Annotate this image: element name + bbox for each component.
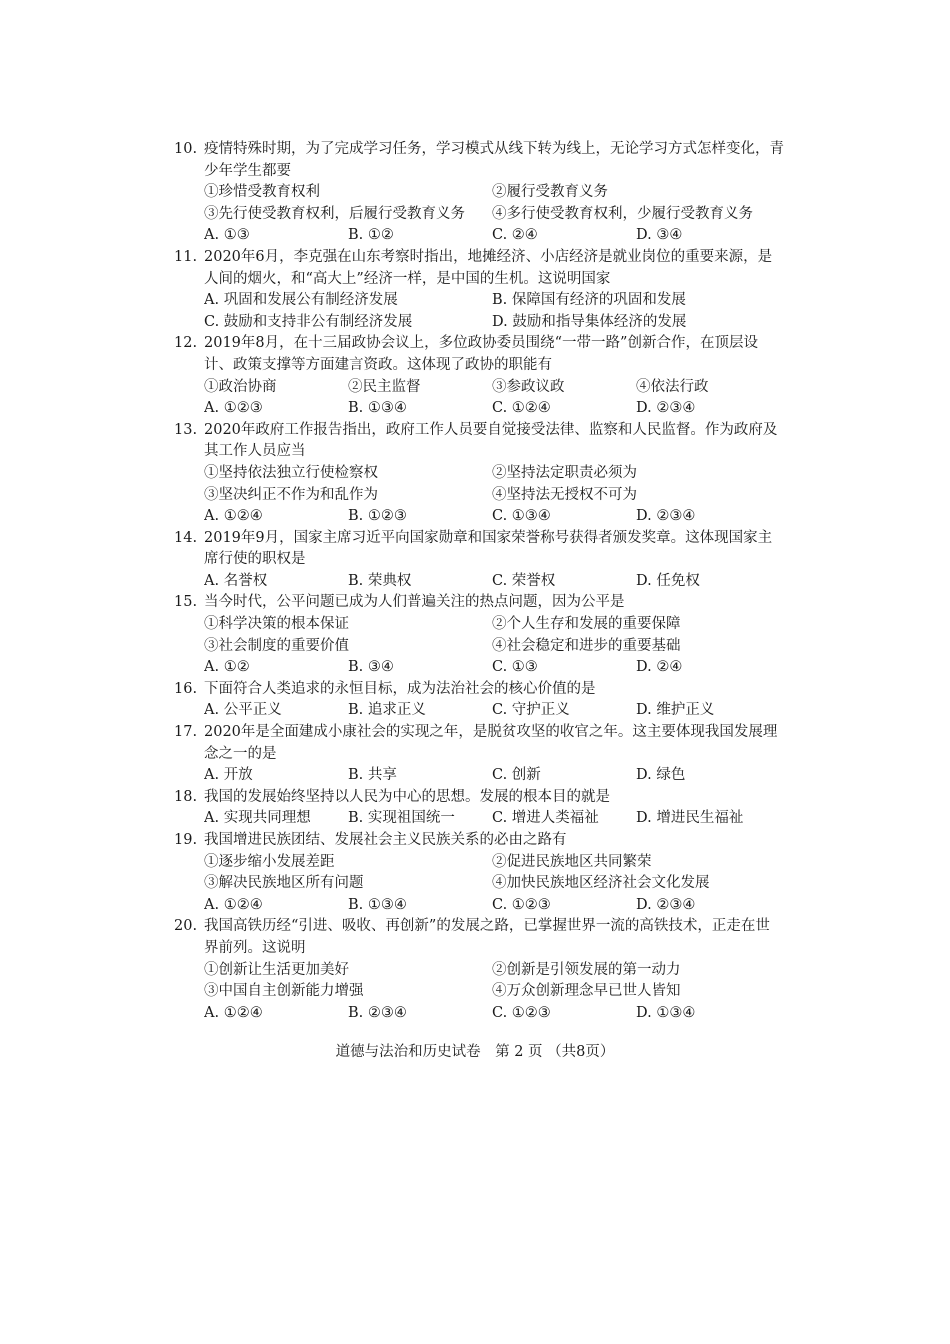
statement-row — [174, 873, 784, 895]
question-stem-row — [174, 787, 784, 809]
statement: ②民主监督 — [348, 378, 421, 395]
question-number: 18. — [174, 788, 198, 805]
statement: ④多行使受教育权利，少履行受教育义务 — [492, 205, 753, 222]
question-10 — [174, 139, 784, 247]
question-stem: 下面符合人类追求的永恒目标，成为法治社会的核心价值的是 — [204, 680, 596, 697]
question-number: 10. — [174, 141, 198, 157]
question-stem: 2020年是全面建成小康社会的实现之年，是脱贫攻坚的收官之年。这主要体现我国发展理念之一的是 — [204, 724, 778, 762]
statement-row — [174, 636, 784, 658]
question-stem: 疫情特殊时期，为了完成学习任务，学习模式从线下转为线上，无论学习方式怎样变化，青少年学生都要 — [204, 141, 784, 179]
answer-option[interactable]: C. 鼓励和支持非公有制经济发展 — [204, 313, 413, 330]
answer-option[interactable]: C. 荣誉权 — [492, 572, 556, 589]
question-stem-row — [174, 722, 784, 765]
question-number: 16. — [174, 680, 198, 697]
question-stem: 2019年9月，国家主席习近平向国家勋章和国家荣誉称号获得者颁发奖章。这体现国家主席行使的职权是 — [204, 529, 773, 568]
statement-row — [174, 852, 784, 874]
statement: ④万众创新理念早已世人皆知 — [492, 983, 681, 1000]
question-stem: 我国增进民族团结、发展社会主义民族关系的必由之路有 — [204, 832, 567, 848]
answer-option[interactable]: C. ①②③ — [492, 1004, 551, 1021]
answer-option[interactable]: C. 创新 — [492, 767, 541, 784]
statement-row — [174, 981, 784, 1003]
question-stem-row — [174, 139, 784, 182]
question-stem-row — [174, 528, 784, 571]
answer-option[interactable]: D. ②③④ — [636, 896, 696, 913]
answer-option[interactable]: B. 共享 — [348, 767, 397, 784]
answer-option[interactable]: B. 实现祖国统一 — [348, 810, 455, 827]
answer-option[interactable]: A. ①②④ — [204, 1004, 263, 1021]
question-stem-row — [174, 420, 784, 463]
answer-option[interactable]: A. 巩固和发展公有制经济发展 — [204, 292, 398, 309]
statement: ②创新是引领发展的第一动力 — [492, 961, 681, 978]
question-11 — [174, 247, 784, 333]
question-number: 12. — [174, 335, 198, 352]
question-stem-row — [174, 333, 784, 376]
answer-option[interactable]: D. ②③④ — [636, 400, 696, 417]
statement: ④加快民族地区经济社会文化发展 — [492, 875, 710, 892]
answer-option[interactable]: D. 维护正义 — [636, 702, 715, 719]
question-stem-row — [174, 830, 784, 852]
statement: ②促进民族地区共同繁荣 — [492, 853, 652, 870]
answer-option[interactable]: A. ①②④ — [204, 896, 263, 913]
statement: ①坚持依法独立行使检察权 — [204, 464, 378, 481]
question-number: 14. — [174, 529, 198, 546]
question-stem: 2020年6月，李克强在山东考察时指出，地摊经济、小店经济是就业岗位的重要来源，是人间的烟火，和“高大上”经济一样，是中国的生机。这说明国家 — [204, 248, 773, 287]
answer-option[interactable]: D. ②④ — [636, 659, 683, 676]
question-stem-row — [174, 679, 784, 701]
page-footer: 道德与法治和历史试卷 第 2 页 （共8页） — [335, 1044, 615, 1060]
answer-option[interactable]: D. 增进民生福祉 — [636, 810, 744, 827]
statement: ③参政议政 — [492, 378, 565, 395]
statement: ①科学决策的根本保证 — [204, 616, 349, 633]
statement: ③解决民族地区所有问题 — [204, 875, 364, 892]
option-row — [174, 398, 784, 420]
question-13 — [174, 420, 784, 528]
answer-option[interactable]: A. 名誉权 — [204, 572, 268, 589]
answer-option[interactable]: B. 追求正义 — [348, 702, 426, 719]
statement: ②履行受教育义务 — [492, 184, 608, 201]
question-18 — [174, 787, 784, 830]
question-number: 13. — [174, 421, 198, 438]
question-stem: 2020年政府工作报告指出，政府工作人员要自觉接受法律、监察和人民监督。作为政府及其工作人员应当 — [204, 421, 778, 460]
question-stem: 我国的发展始终坚持以人民为中心的思想。发展的根本目的就是 — [204, 788, 610, 805]
statement: ①政治协商 — [204, 378, 277, 395]
statement: ④坚持法无授权不可为 — [492, 486, 637, 503]
answer-option[interactable]: A. ①②③ — [204, 400, 263, 417]
answer-option[interactable]: C. ①②④ — [492, 400, 551, 417]
answer-option[interactable]: A. ①②④ — [204, 508, 263, 525]
answer-option[interactable]: C. ①③ — [492, 659, 538, 676]
question-number: 17. — [174, 724, 198, 741]
answer-option[interactable]: A. ①③ — [204, 227, 250, 244]
answer-option[interactable]: A. ①② — [204, 659, 250, 676]
option-row — [174, 290, 784, 312]
answer-option[interactable]: C. 守护正义 — [492, 702, 570, 719]
answer-option[interactable]: C. ②④ — [492, 227, 538, 244]
question-14 — [174, 528, 784, 593]
option-row — [174, 225, 784, 247]
question-number: 19. — [174, 832, 198, 848]
answer-option[interactable]: D. 绿色 — [636, 767, 686, 784]
option-row — [174, 657, 784, 679]
question-20 — [174, 916, 784, 1024]
statement-row — [174, 204, 784, 226]
question-stem: 2019年8月，在十三届政协会议上，多位政协委员围绕“一带一路”创新合作，在顶层设计、政策支撑等方面建言资政。这体现了政协的职能有 — [204, 335, 758, 373]
answer-option[interactable]: C. ①②③ — [492, 896, 551, 913]
statement-row — [174, 485, 784, 507]
statement-row — [174, 614, 784, 636]
option-row — [174, 1003, 784, 1025]
answer-option[interactable]: C. ①③④ — [492, 508, 551, 525]
option-row — [174, 700, 784, 722]
question-16 — [174, 679, 784, 722]
statement: ③中国自主创新能力增强 — [204, 983, 364, 1000]
option-row — [174, 571, 784, 593]
statement: ①创新让生活更加美好 — [204, 961, 349, 978]
statement-row — [174, 377, 784, 399]
answer-option[interactable]: B. ①③④ — [348, 400, 407, 417]
question-15 — [174, 592, 784, 678]
question-number: 11. — [174, 248, 198, 265]
answer-option[interactable]: A. 实现共同理想 — [204, 810, 311, 827]
answer-option[interactable]: D. 鼓励和指导集体经济的发展 — [492, 313, 687, 330]
statement-row — [174, 960, 784, 982]
statement: ②坚持法定职责必须为 — [492, 464, 637, 481]
statement: ③社会制度的重要价值 — [204, 637, 349, 654]
answer-option[interactable]: B. ②③④ — [348, 1004, 407, 1021]
option-row — [174, 808, 784, 830]
question-12 — [174, 333, 784, 419]
answer-option[interactable]: B. ①② — [348, 227, 394, 244]
option-row — [174, 506, 784, 528]
statement: ②个人生存和发展的重要保障 — [492, 616, 681, 633]
statement: ④依法行政 — [636, 378, 709, 395]
answer-option[interactable]: B. 保障国有经济的巩固和发展 — [492, 292, 686, 309]
option-row — [174, 765, 784, 787]
answer-option[interactable]: D. ①③④ — [636, 1004, 696, 1021]
answer-option[interactable]: B. 荣典权 — [348, 572, 412, 589]
answer-option[interactable]: B. ③④ — [348, 659, 394, 676]
question-number: 15. — [174, 594, 198, 611]
question-19 — [174, 830, 784, 916]
question-number: 20. — [174, 918, 198, 935]
option-row — [174, 312, 784, 334]
statement: ③先行使受教育权利，后履行受教育义务 — [204, 205, 465, 222]
question-list — [174, 139, 784, 1024]
question-stem-row — [174, 247, 784, 290]
statement: ①逐步缩小发展差距 — [204, 853, 335, 870]
statement: ①珍惜受教育权利 — [204, 184, 320, 201]
question-stem-row — [174, 916, 784, 959]
answer-option[interactable]: B. ①③④ — [348, 896, 407, 913]
question-stem: 当今时代，公平问题已成为人们普遍关注的热点问题，因为公平是 — [204, 594, 625, 611]
answer-option[interactable]: D. ③④ — [636, 227, 683, 244]
statement-row — [174, 182, 784, 204]
question-stem-row — [174, 592, 784, 614]
question-17 — [174, 722, 784, 787]
statement: ④社会稳定和进步的重要基础 — [492, 637, 681, 654]
statement: ③坚决纠正不作为和乱作为 — [204, 486, 378, 503]
question-stem: 我国高铁历经“引进、吸收、再创新”的发展之路，已掌握世界一流的高铁技术，正走在世界前列。这说明 — [204, 918, 770, 956]
answer-option[interactable]: C. 增进人类福祉 — [492, 810, 599, 827]
option-row — [174, 895, 784, 917]
answer-option[interactable]: A. 开放 — [204, 767, 253, 784]
answer-option[interactable]: A. 公平正义 — [204, 702, 282, 719]
answer-option[interactable]: D. ②③④ — [636, 508, 696, 525]
answer-option[interactable]: B. ①②③ — [348, 508, 407, 525]
answer-option[interactable]: D. 任免权 — [636, 572, 700, 589]
statement-row — [174, 463, 784, 485]
